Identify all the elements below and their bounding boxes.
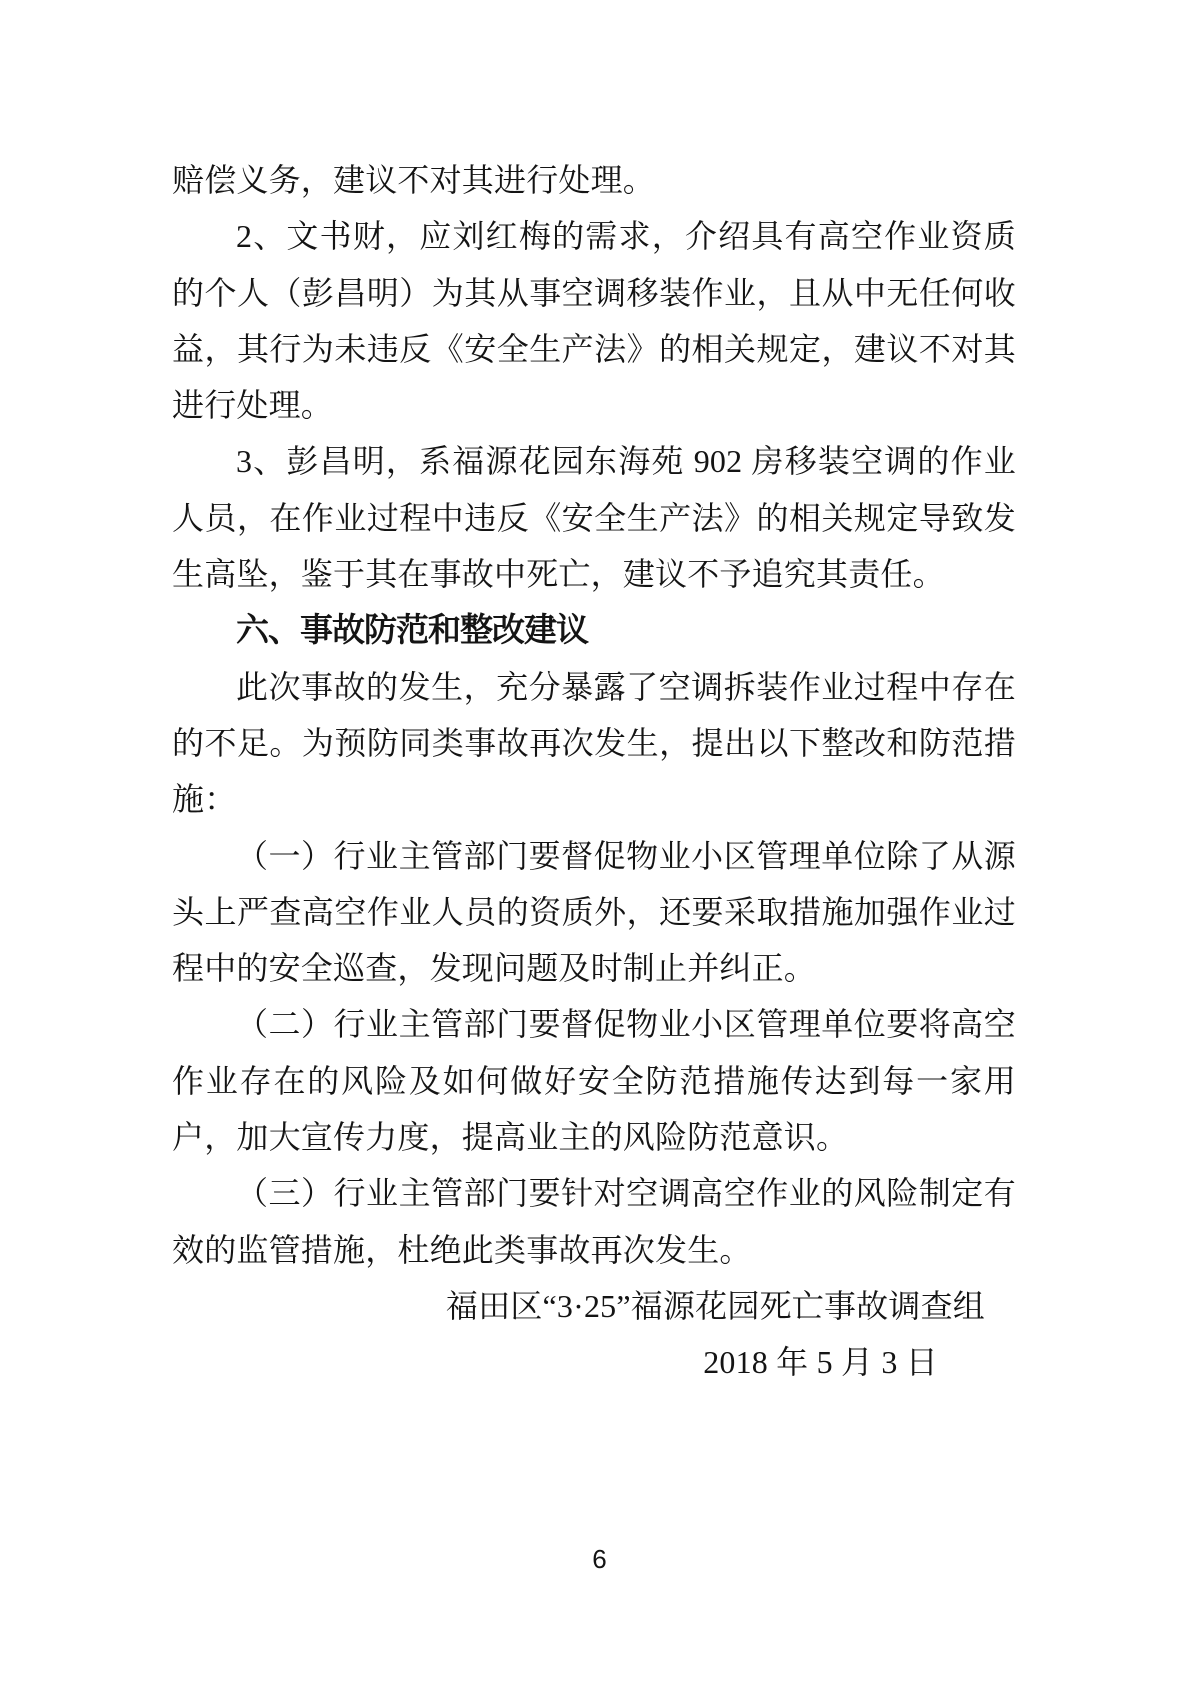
paragraph-line: 头上严查高空作业人员的资质外，还要采取措施加强作业过 [172, 893, 1016, 930]
paragraph-line: 效的监管措施，杜绝此类事故再次发生。 [172, 1231, 752, 1268]
paragraph-line: 益，其行为未违反《安全生产法》的相关规定，建议不对其 [172, 330, 1016, 367]
paragraph-line: 的个人（彭昌明）为其从事空调移装作业，且从中无任何收 [172, 274, 1016, 311]
paragraph-line: 作业存在的风险及如何做好安全防范措施传达到每一家用 [172, 1062, 1016, 1099]
paragraph-line: 户，加大宣传力度，提高业主的风险防范意识。 [172, 1119, 849, 1156]
paragraph-line: 3、彭昌明，系福源花园东海苑 902 房移装空调的作业 [236, 443, 1016, 480]
section-heading: 六、事故防范和整改建议 [236, 611, 588, 649]
paragraph-line: （一）行业主管部门要督促物业小区管理单位除了从源 [236, 837, 1016, 874]
paragraph-line: 的不足。为预防同类事故再次发生，提出以下整改和防范措 [172, 724, 1016, 761]
paragraph-line: 此次事故的发生，充分暴露了空调拆装作业过程中存在 [236, 668, 1016, 705]
date-line: 2018 年 5 月 3 日 [703, 1344, 938, 1381]
paragraph-line: （二）行业主管部门要督促物业小区管理单位要将高空 [236, 1006, 1016, 1043]
paragraph-line: 施： [172, 781, 237, 818]
page-number: 6 [592, 1544, 607, 1574]
paragraph-line: （三）行业主管部门要针对空调高空作业的风险制定有 [236, 1175, 1016, 1212]
paragraph-line: 人员，在作业过程中违反《安全生产法》的相关规定导致发 [172, 499, 1016, 536]
paragraph-line: 生高坠，鉴于其在事故中死亡，建议不予追究其责任。 [172, 556, 945, 593]
paragraph-line: 赔偿义务，建议不对其进行处理。 [172, 162, 656, 198]
paragraph-line: 2、文书财，应刘红梅的需求，介绍具有高空作业资质 [236, 218, 1016, 255]
signature-line: 福田区“3·25”福源花园死亡事故调查组 [445, 1287, 985, 1324]
document-body [172, 152, 1016, 1391]
paragraph-line: 进行处理。 [172, 387, 334, 424]
paragraph-line: 程中的安全巡查，发现问题及时制止并纠正。 [172, 950, 817, 987]
